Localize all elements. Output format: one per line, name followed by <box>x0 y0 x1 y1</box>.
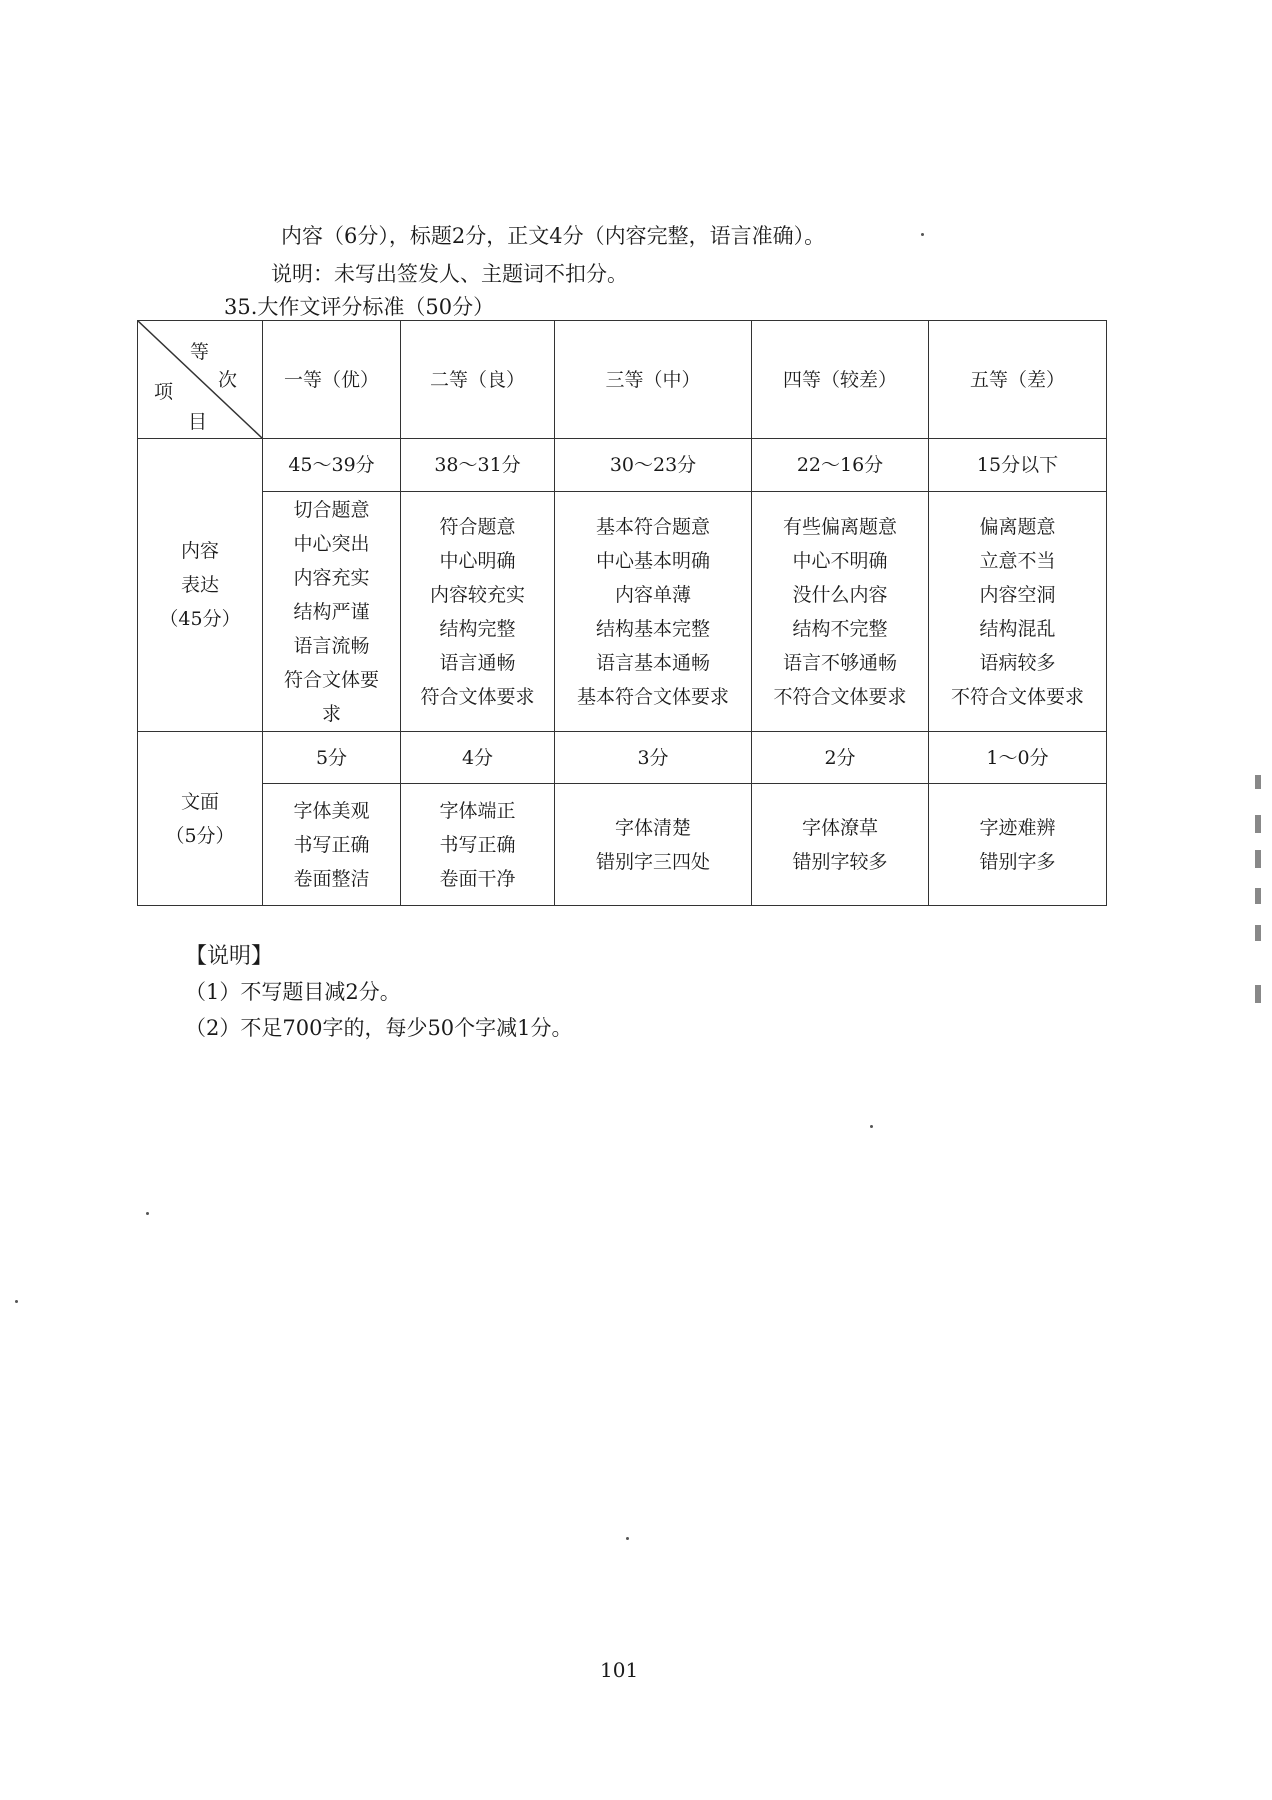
criteria-line: 内容空洞 <box>979 583 1056 606</box>
appearance-score-row <box>138 732 1107 784</box>
criteria-line: 语言通畅 <box>439 651 516 674</box>
criteria-line: 符合题意 <box>439 515 516 538</box>
grade-header: 五等（差） <box>929 321 1107 439</box>
criteria-line: 错别字较多 <box>792 850 888 873</box>
criteria-cell <box>263 784 401 906</box>
criteria-line: 字体潦草 <box>801 816 878 839</box>
page-number: 101 <box>600 1658 639 1682</box>
criteria-line: 中心基本明确 <box>595 549 710 572</box>
criteria-line: 字迹难辨 <box>979 816 1056 839</box>
criteria-line: 卷面干净 <box>439 867 516 890</box>
score-value: 5分 <box>263 732 401 784</box>
criteria-cell <box>752 492 929 732</box>
header-row <box>138 321 1107 439</box>
criteria-line: 偏离题意 <box>979 515 1056 538</box>
criteria-line: 求 <box>321 702 341 725</box>
criteria-line: 字体美观 <box>293 799 370 822</box>
criteria-line: 书写正确 <box>293 833 370 856</box>
criteria-line: 卷面整洁 <box>293 867 370 890</box>
criteria-cell <box>263 492 401 732</box>
scan-speck <box>146 1212 149 1215</box>
score-range: 15分以下 <box>929 439 1107 492</box>
edge-mark <box>1255 850 1261 868</box>
score-range: 38～31分 <box>401 439 555 492</box>
edge-mark <box>1255 985 1261 1003</box>
criteria-cell <box>555 492 752 732</box>
score-value: 4分 <box>401 732 555 784</box>
criteria-line: 中心明确 <box>439 549 516 572</box>
criteria-cell <box>401 492 555 732</box>
note-item: （1）不写题目减2分。 <box>185 980 401 1004</box>
criteria-line: 语言基本通畅 <box>595 651 710 674</box>
intro-line-1: 内容（6分），标题2分，正文4分（内容完整，语言准确）。 <box>281 224 826 248</box>
criteria-cell <box>752 784 929 906</box>
criteria-line: 有些偏离题意 <box>782 515 897 538</box>
corner-label-xiang: 项 <box>154 381 174 403</box>
criteria-line: 字体清楚 <box>614 816 691 839</box>
criteria-line: 基本符合文体要求 <box>576 685 729 708</box>
edge-mark <box>1255 888 1261 904</box>
grade-header: 三等（中） <box>555 321 752 439</box>
score-range: 30～23分 <box>555 439 752 492</box>
score-range: 22～16分 <box>752 439 929 492</box>
criteria-line: 切合题意 <box>293 498 370 521</box>
criteria-line: 结构完整 <box>439 617 516 640</box>
edge-mark <box>1255 925 1261 941</box>
corner-label-mu: 目 <box>188 411 208 433</box>
appearance-criteria-row <box>138 784 1107 906</box>
criteria-line: 字体端正 <box>439 799 516 822</box>
criteria-line: 立意不当 <box>979 549 1056 572</box>
criteria-line: 结构不完整 <box>792 617 888 640</box>
criteria-line: 结构混乱 <box>979 617 1056 640</box>
criteria-line: 语病较多 <box>979 651 1056 674</box>
content-criteria-row <box>138 492 1107 732</box>
criteria-line: 结构严谨 <box>293 600 370 623</box>
score-value: 1～0分 <box>929 732 1107 784</box>
scoring-table <box>137 320 1107 906</box>
criteria-line: 没什么内容 <box>792 583 888 606</box>
section-heading: 35.大作文评分标准（50分） <box>224 295 495 319</box>
grade-header: 一等（优） <box>263 321 401 439</box>
criteria-line: 错别字三四处 <box>595 850 710 873</box>
criteria-line: 语言不够通畅 <box>782 651 897 674</box>
criteria-cell <box>401 784 555 906</box>
criteria-line: 不符合文体要求 <box>950 685 1084 708</box>
score-value: 3分 <box>555 732 752 784</box>
intro-line-2: 说明：未写出签发人、主题词不扣分。 <box>271 262 628 286</box>
criteria-line: 书写正确 <box>439 833 516 856</box>
edge-mark <box>1255 775 1261 789</box>
grade-header: 四等（较差） <box>752 321 929 439</box>
criteria-line: 内容充实 <box>293 566 370 589</box>
score-range: 45～39分 <box>263 439 401 492</box>
scan-speck <box>921 233 924 236</box>
criteria-line: 语言流畅 <box>293 634 370 657</box>
criteria-line: 符合文体要求 <box>420 685 535 708</box>
category-label-line: 文面 <box>180 790 219 813</box>
category-label-line: 内容 <box>180 540 219 562</box>
criteria-cell <box>555 784 752 906</box>
criteria-line: 中心不明确 <box>792 549 888 572</box>
corner-cell <box>138 321 263 439</box>
criteria-line: 错别字多 <box>979 850 1056 873</box>
content-category-label <box>138 439 263 732</box>
criteria-line: 中心突出 <box>293 532 370 555</box>
criteria-line: 内容较充实 <box>429 583 525 606</box>
scan-speck <box>15 1300 18 1303</box>
category-label-line: （5分） <box>165 824 235 847</box>
category-label-line: （45分） <box>159 608 241 630</box>
corner-label-deng: 等 <box>190 341 210 363</box>
scan-speck <box>870 1125 873 1128</box>
score-value: 2分 <box>752 732 929 784</box>
category-label-line: 表达 <box>180 574 219 596</box>
criteria-line: 结构基本完整 <box>595 617 710 640</box>
criteria-line: 符合文体要 <box>283 668 379 691</box>
grade-header: 二等（良） <box>401 321 555 439</box>
criteria-cell <box>929 492 1107 732</box>
criteria-cell <box>929 784 1107 906</box>
criteria-line: 不符合文体要求 <box>773 685 907 708</box>
scan-speck <box>626 1537 629 1540</box>
edge-mark <box>1255 815 1261 833</box>
appearance-category-label <box>138 732 263 906</box>
criteria-line: 基本符合题意 <box>595 515 710 538</box>
criteria-line: 内容单薄 <box>614 583 691 606</box>
notes-title: 【说明】 <box>185 944 274 969</box>
corner-label-ci: 次 <box>218 369 238 391</box>
note-item: （2）不足700字的，每少50个字减1分。 <box>185 1016 573 1040</box>
content-score-row <box>138 439 1107 492</box>
